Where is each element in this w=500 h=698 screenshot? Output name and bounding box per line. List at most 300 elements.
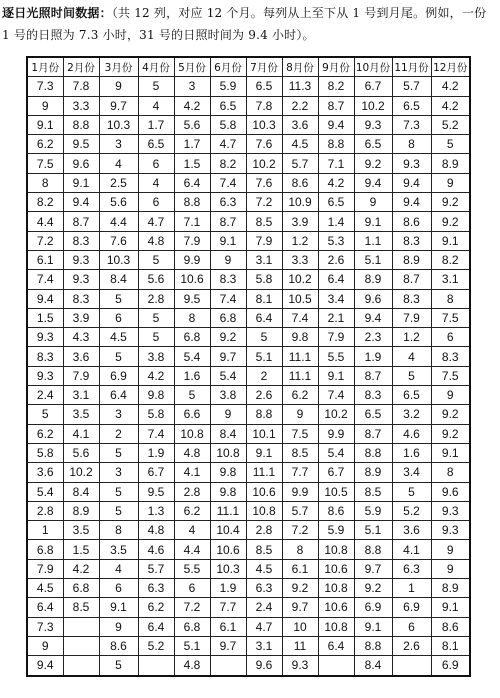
- table-cell: 4.1: [392, 540, 431, 559]
- table-cell: 7.4: [138, 424, 174, 443]
- table-cell: 4: [99, 559, 138, 578]
- table-cell: 6.1: [210, 617, 246, 636]
- table-cell: 10.8: [318, 617, 354, 636]
- table-cell: 10.8: [318, 579, 354, 598]
- table-cell: 9.9: [318, 424, 354, 443]
- table-row: [27, 463, 470, 482]
- table-cell: 4.5: [246, 559, 282, 578]
- table-cell: 10.6: [318, 598, 354, 617]
- table-cell: [318, 656, 354, 676]
- column-header-6: 6月份: [210, 57, 246, 77]
- table-cell: 5.8: [27, 443, 63, 462]
- table-cell: 4.6: [138, 540, 174, 559]
- table-row: [27, 347, 470, 366]
- table-cell: 9: [210, 250, 246, 269]
- table-cell: 6.4: [99, 386, 138, 405]
- table-row: [27, 598, 470, 617]
- table-cell: [63, 656, 99, 676]
- table-cell: 8.3: [210, 270, 246, 289]
- table-cell: 6.7: [138, 463, 174, 482]
- table-cell: 7.4: [282, 308, 318, 327]
- table-cell: 8.3: [392, 289, 431, 308]
- table-cell: 10.9: [282, 193, 318, 212]
- table-cell: 8.8: [354, 636, 392, 655]
- table-cell: 3.5: [99, 540, 138, 559]
- table-cell: 6: [99, 579, 138, 598]
- table-cell: 9: [99, 77, 138, 96]
- table-cell: 9.4: [318, 115, 354, 134]
- table-cell: 9.2: [210, 328, 246, 347]
- column-header-9: 9月份: [318, 57, 354, 77]
- table-cell: 6.5: [138, 135, 174, 154]
- table-cell: 1.9: [354, 347, 392, 366]
- table-cell: 7.3: [27, 77, 63, 96]
- table-cell: 9.2: [282, 579, 318, 598]
- table-cell: 9.6: [246, 656, 282, 676]
- table-cell: 11.1: [210, 501, 246, 520]
- table-cell: 7.3: [27, 617, 63, 636]
- table-cell: 9.6: [63, 154, 99, 173]
- table-cell: 6.5: [392, 386, 431, 405]
- table-cell: 5: [99, 347, 138, 366]
- table-cell: 9: [27, 636, 63, 655]
- table-cell: 9: [210, 405, 246, 424]
- table-cell: 8.2: [431, 250, 470, 269]
- table-cell: 1.9: [138, 443, 174, 462]
- table-cell: 4: [99, 154, 138, 173]
- table-cell: 9.1: [431, 231, 470, 250]
- table-cell: 8.6: [431, 617, 470, 636]
- table-cell: 6: [431, 328, 470, 347]
- table-cell: 9.3: [27, 328, 63, 347]
- table-cell: 6.3: [210, 193, 246, 212]
- table-cell: 3.6: [282, 115, 318, 134]
- table-cell: 2: [99, 424, 138, 443]
- column-header-7: 7月份: [246, 57, 282, 77]
- table-cell: 5.3: [318, 231, 354, 250]
- table-cell: 6.6: [174, 405, 210, 424]
- table-cell: 9.8: [210, 463, 246, 482]
- table-cell: 3.3: [63, 96, 99, 115]
- table-row: [27, 135, 470, 154]
- table-cell: 5.7: [282, 154, 318, 173]
- table-cell: 9.2: [431, 212, 470, 231]
- table-row: [27, 579, 470, 598]
- table-cell: 9.2: [431, 193, 470, 212]
- table-cell: 9.6: [354, 289, 392, 308]
- table-cell: 5.4: [174, 347, 210, 366]
- table-cell: 7.9: [318, 328, 354, 347]
- table-cell: 10.6: [246, 482, 282, 501]
- table-cell: 10.6: [174, 270, 210, 289]
- table-cell: 6: [138, 154, 174, 173]
- table-cell: 6.3: [392, 559, 431, 578]
- table-cell: 8.9: [431, 579, 470, 598]
- table-cell: 1.2: [282, 231, 318, 250]
- table-cell: 6.7: [354, 77, 392, 96]
- column-header-1: 1月份: [27, 57, 63, 77]
- table-cell: 7.9: [392, 308, 431, 327]
- table-cell: 9.9: [174, 250, 210, 269]
- table-cell: 5: [392, 366, 431, 385]
- table-cell: 1.7: [174, 135, 210, 154]
- column-header-4: 4月份: [138, 57, 174, 77]
- table-cell: 8.1: [246, 289, 282, 308]
- table-row: [27, 96, 470, 115]
- table-cell: 3.4: [318, 289, 354, 308]
- table-cell: 8.4: [354, 656, 392, 676]
- table-cell: 8.8: [354, 443, 392, 462]
- table-cell: 5: [392, 482, 431, 501]
- table-cell: 5: [174, 386, 210, 405]
- table-cell: 10.2: [354, 96, 392, 115]
- table-row: [27, 212, 470, 231]
- table-cell: 11.1: [246, 463, 282, 482]
- table-cell: 4.2: [174, 96, 210, 115]
- table-cell: 6: [392, 617, 431, 636]
- intro-heading: 逐日光照时间数据：: [2, 6, 112, 20]
- table-cell: 11: [282, 636, 318, 655]
- table-cell: 4.8: [138, 231, 174, 250]
- table-row: [27, 617, 470, 636]
- table-cell: 10.3: [99, 115, 138, 134]
- table-cell: 4: [174, 521, 210, 540]
- table-cell: [138, 656, 174, 676]
- table-cell: 6.2: [27, 424, 63, 443]
- table-cell: 3.9: [282, 212, 318, 231]
- table-cell: 6.2: [174, 501, 210, 520]
- table-cell: 7.1: [174, 212, 210, 231]
- table-cell: 11.1: [282, 366, 318, 385]
- sunshine-table: [26, 56, 471, 677]
- table-cell: 6.9: [431, 656, 470, 676]
- table-row: [27, 173, 470, 192]
- table-cell: 4.2: [318, 173, 354, 192]
- table-cell: 5.6: [63, 443, 99, 462]
- table-cell: 7.2: [174, 598, 210, 617]
- table-cell: 9.4: [392, 193, 431, 212]
- table-cell: 8.3: [354, 386, 392, 405]
- table-cell: 8: [99, 521, 138, 540]
- table-row: [27, 540, 470, 559]
- table-cell: 3.5: [63, 405, 99, 424]
- table-cell: 3.6: [27, 463, 63, 482]
- table-cell: 4.8: [138, 521, 174, 540]
- table-cell: 9: [354, 193, 392, 212]
- table-cell: 7.5: [282, 424, 318, 443]
- table-row: [27, 289, 470, 308]
- table-cell: 6.9: [392, 598, 431, 617]
- table-cell: 5.1: [246, 347, 282, 366]
- table-cell: 4.4: [99, 212, 138, 231]
- table-cell: 7.4: [27, 270, 63, 289]
- table-cell: [392, 656, 431, 676]
- table-cell: 8.8: [63, 115, 99, 134]
- table-cell: 10.2: [246, 154, 282, 173]
- table-cell: 1: [392, 579, 431, 598]
- table-cell: 1.5: [63, 540, 99, 559]
- table-cell: 6.8: [63, 579, 99, 598]
- table-cell: 5: [431, 135, 470, 154]
- table-cell: 3.4: [392, 463, 431, 482]
- table-row: [27, 636, 470, 655]
- table-cell: 9.9: [282, 482, 318, 501]
- table-cell: 8.5: [246, 212, 282, 231]
- table-cell: 4.7: [138, 212, 174, 231]
- table-cell: 7.2: [282, 521, 318, 540]
- table-cell: 4.4: [174, 540, 210, 559]
- table-cell: 5: [99, 289, 138, 308]
- table-cell: 5.1: [354, 521, 392, 540]
- table-cell: 5.6: [99, 193, 138, 212]
- table-cell: 5.6: [174, 115, 210, 134]
- table-cell: 6.2: [282, 386, 318, 405]
- table-cell: 8.8: [354, 540, 392, 559]
- table-row: [27, 521, 470, 540]
- table-cell: 4.4: [27, 212, 63, 231]
- table-cell: 8.8: [318, 135, 354, 154]
- table-cell: 5.8: [138, 405, 174, 424]
- table-cell: 7.5: [431, 366, 470, 385]
- table-cell: 4: [138, 173, 174, 192]
- table-row: [27, 77, 470, 96]
- table-cell: 3: [99, 405, 138, 424]
- table-cell: 8.8: [174, 193, 210, 212]
- table-cell: 2.1: [318, 308, 354, 327]
- table-cell: 2.8: [27, 501, 63, 520]
- table-cell: 9: [431, 540, 470, 559]
- table-cell: 9.1: [431, 443, 470, 462]
- table-cell: 8.3: [63, 289, 99, 308]
- table-cell: 5.9: [354, 501, 392, 520]
- column-header-11: 11月份: [392, 57, 431, 77]
- table-cell: 6: [138, 193, 174, 212]
- table-row: [27, 559, 470, 578]
- table-cell: 8.3: [392, 231, 431, 250]
- table-cell: 10.6: [318, 559, 354, 578]
- table-cell: 8.6: [282, 173, 318, 192]
- table-cell: 4.2: [431, 96, 470, 115]
- table-cell: 1.6: [392, 443, 431, 462]
- table-cell: 10.5: [282, 289, 318, 308]
- table-cell: 9.2: [431, 405, 470, 424]
- table-cell: 2.5: [99, 173, 138, 192]
- table-cell: 5.9: [210, 77, 246, 96]
- table-cell: [63, 617, 99, 636]
- table-cell: 4.6: [392, 424, 431, 443]
- table-cell: 1.9: [210, 579, 246, 598]
- table-cell: 8.6: [318, 501, 354, 520]
- table-cell: 8.9: [431, 154, 470, 173]
- table-cell: 8: [431, 289, 470, 308]
- table-cell: 7.9: [174, 231, 210, 250]
- table-cell: 10.1: [246, 424, 282, 443]
- table-cell: 7.4: [210, 173, 246, 192]
- table-cell: 9.1: [318, 366, 354, 385]
- table-cell: 9.1: [210, 231, 246, 250]
- table-cell: 4.7: [210, 135, 246, 154]
- table-cell: 8.3: [27, 347, 63, 366]
- table-cell: 1.3: [138, 501, 174, 520]
- table-cell: 11.1: [282, 347, 318, 366]
- table-cell: 5: [138, 77, 174, 96]
- table-cell: 9: [282, 405, 318, 424]
- table-cell: 5: [138, 308, 174, 327]
- table-row: [27, 443, 470, 462]
- table-cell: 7.8: [63, 77, 99, 96]
- table-cell: 5.2: [392, 501, 431, 520]
- table-cell: 9: [431, 173, 470, 192]
- table-cell: 7.5: [431, 308, 470, 327]
- table-cell: 8.7: [318, 96, 354, 115]
- table-cell: 8.2: [318, 77, 354, 96]
- table-cell: 10.8: [318, 540, 354, 559]
- table-cell: 3.1: [246, 250, 282, 269]
- table-cell: 5.4: [210, 366, 246, 385]
- table-cell: 9.1: [63, 173, 99, 192]
- table-cell: 7.3: [392, 115, 431, 134]
- table-cell: 2.8: [174, 482, 210, 501]
- table-cell: 9.1: [431, 598, 470, 617]
- table-cell: 2.6: [318, 250, 354, 269]
- table-row: [27, 482, 470, 501]
- table-cell: 5: [99, 482, 138, 501]
- table-row: [27, 386, 470, 405]
- table-cell: 10.2: [63, 463, 99, 482]
- table-cell: 6.3: [246, 579, 282, 598]
- table-cell: 6.4: [174, 173, 210, 192]
- table-cell: 5.9: [318, 521, 354, 540]
- table-cell: 5.7: [392, 77, 431, 96]
- table-cell: 6.5: [354, 405, 392, 424]
- table-cell: 7.4: [318, 386, 354, 405]
- table-row: [27, 250, 470, 269]
- table-cell: 4.2: [63, 559, 99, 578]
- table-cell: 5.1: [174, 636, 210, 655]
- table-cell: 5.4: [318, 443, 354, 462]
- table-cell: 4.5: [27, 579, 63, 598]
- table-cell: 9.1: [99, 598, 138, 617]
- table-cell: 8.4: [210, 424, 246, 443]
- table-cell: 9.1: [27, 115, 63, 134]
- table-cell: 2.4: [246, 598, 282, 617]
- table-cell: 10: [282, 617, 318, 636]
- table-cell: 9.2: [354, 579, 392, 598]
- table-cell: 10.8: [246, 501, 282, 520]
- table-cell: 5.5: [174, 559, 210, 578]
- table-cell: 9.4: [354, 173, 392, 192]
- table-cell: 4.7: [246, 617, 282, 636]
- table-cell: 4: [392, 347, 431, 366]
- table-cell: 8.8: [246, 405, 282, 424]
- table-cell: 9.1: [246, 443, 282, 462]
- table-cell: 3.6: [392, 521, 431, 540]
- table-cell: 8.7: [63, 212, 99, 231]
- table-cell: 4.3: [63, 328, 99, 347]
- table-cell: 7.8: [246, 96, 282, 115]
- table-row: [27, 193, 470, 212]
- table-cell: 7.2: [27, 231, 63, 250]
- table-cell: 1.1: [354, 231, 392, 250]
- table-cell: 6.4: [138, 617, 174, 636]
- table-cell: 4.1: [174, 463, 210, 482]
- table-row: [27, 501, 470, 520]
- table-cell: 5: [99, 443, 138, 462]
- table-cell: 5.5: [318, 347, 354, 366]
- table-cell: 6.4: [27, 598, 63, 617]
- table-cell: 9.7: [210, 636, 246, 655]
- table-cell: 8.5: [63, 598, 99, 617]
- table-cell: 8.5: [354, 482, 392, 501]
- table-cell: 9.7: [210, 347, 246, 366]
- table-cell: 9.5: [174, 289, 210, 308]
- table-cell: 9.2: [354, 154, 392, 173]
- table-row: [27, 328, 470, 347]
- table-cell: 4.8: [174, 656, 210, 676]
- table-row: [27, 366, 470, 385]
- table-cell: 1.5: [174, 154, 210, 173]
- table-cell: 4.5: [99, 328, 138, 347]
- table-cell: 6: [174, 579, 210, 598]
- table-cell: 9.5: [63, 135, 99, 154]
- table-cell: 8.9: [354, 463, 392, 482]
- table-cell: 6.7: [318, 463, 354, 482]
- table-cell: 5.7: [282, 501, 318, 520]
- table-cell: 10.4: [210, 521, 246, 540]
- table-cell: 2.3: [354, 328, 392, 347]
- table-cell: 8.7: [392, 270, 431, 289]
- table-cell: 8.3: [431, 347, 470, 366]
- table-cell: 5.2: [431, 115, 470, 134]
- table-cell: 3.8: [138, 347, 174, 366]
- table-cell: 3.9: [63, 308, 99, 327]
- table-cell: 7.7: [210, 598, 246, 617]
- table-cell: 3: [99, 463, 138, 482]
- table-cell: 8.7: [354, 424, 392, 443]
- table-cell: 9.8: [210, 482, 246, 501]
- table-cell: 3.3: [282, 250, 318, 269]
- table-cell: 4.2: [431, 77, 470, 96]
- table-cell: 6.8: [27, 540, 63, 559]
- table-cell: 5: [27, 405, 63, 424]
- table-cell: 9.3: [63, 250, 99, 269]
- column-header-8: 8月份: [282, 57, 318, 77]
- table-cell: 3: [174, 77, 210, 96]
- table-cell: 2.6: [392, 636, 431, 655]
- table-cell: 6.5: [392, 96, 431, 115]
- table-cell: 5: [138, 328, 174, 347]
- table-cell: 9: [431, 559, 470, 578]
- table-cell: 10.5: [318, 482, 354, 501]
- table-cell: 9.3: [27, 366, 63, 385]
- table-cell: 10.8: [210, 443, 246, 462]
- table-cell: 8.9: [392, 250, 431, 269]
- table-row: [27, 270, 470, 289]
- table-cell: 8.1: [431, 636, 470, 655]
- table-cell: 5.8: [246, 270, 282, 289]
- table-cell: 6.4: [318, 270, 354, 289]
- table-body: [27, 77, 470, 676]
- table-cell: 5: [246, 328, 282, 347]
- table-cell: 5: [99, 501, 138, 520]
- table-cell: 5.6: [138, 270, 174, 289]
- table-cell: 9.1: [354, 617, 392, 636]
- table-cell: 6.4: [246, 308, 282, 327]
- table-cell: 7.6: [99, 231, 138, 250]
- table-cell: 6.8: [174, 617, 210, 636]
- table-cell: [63, 636, 99, 655]
- table-cell: 8.9: [63, 501, 99, 520]
